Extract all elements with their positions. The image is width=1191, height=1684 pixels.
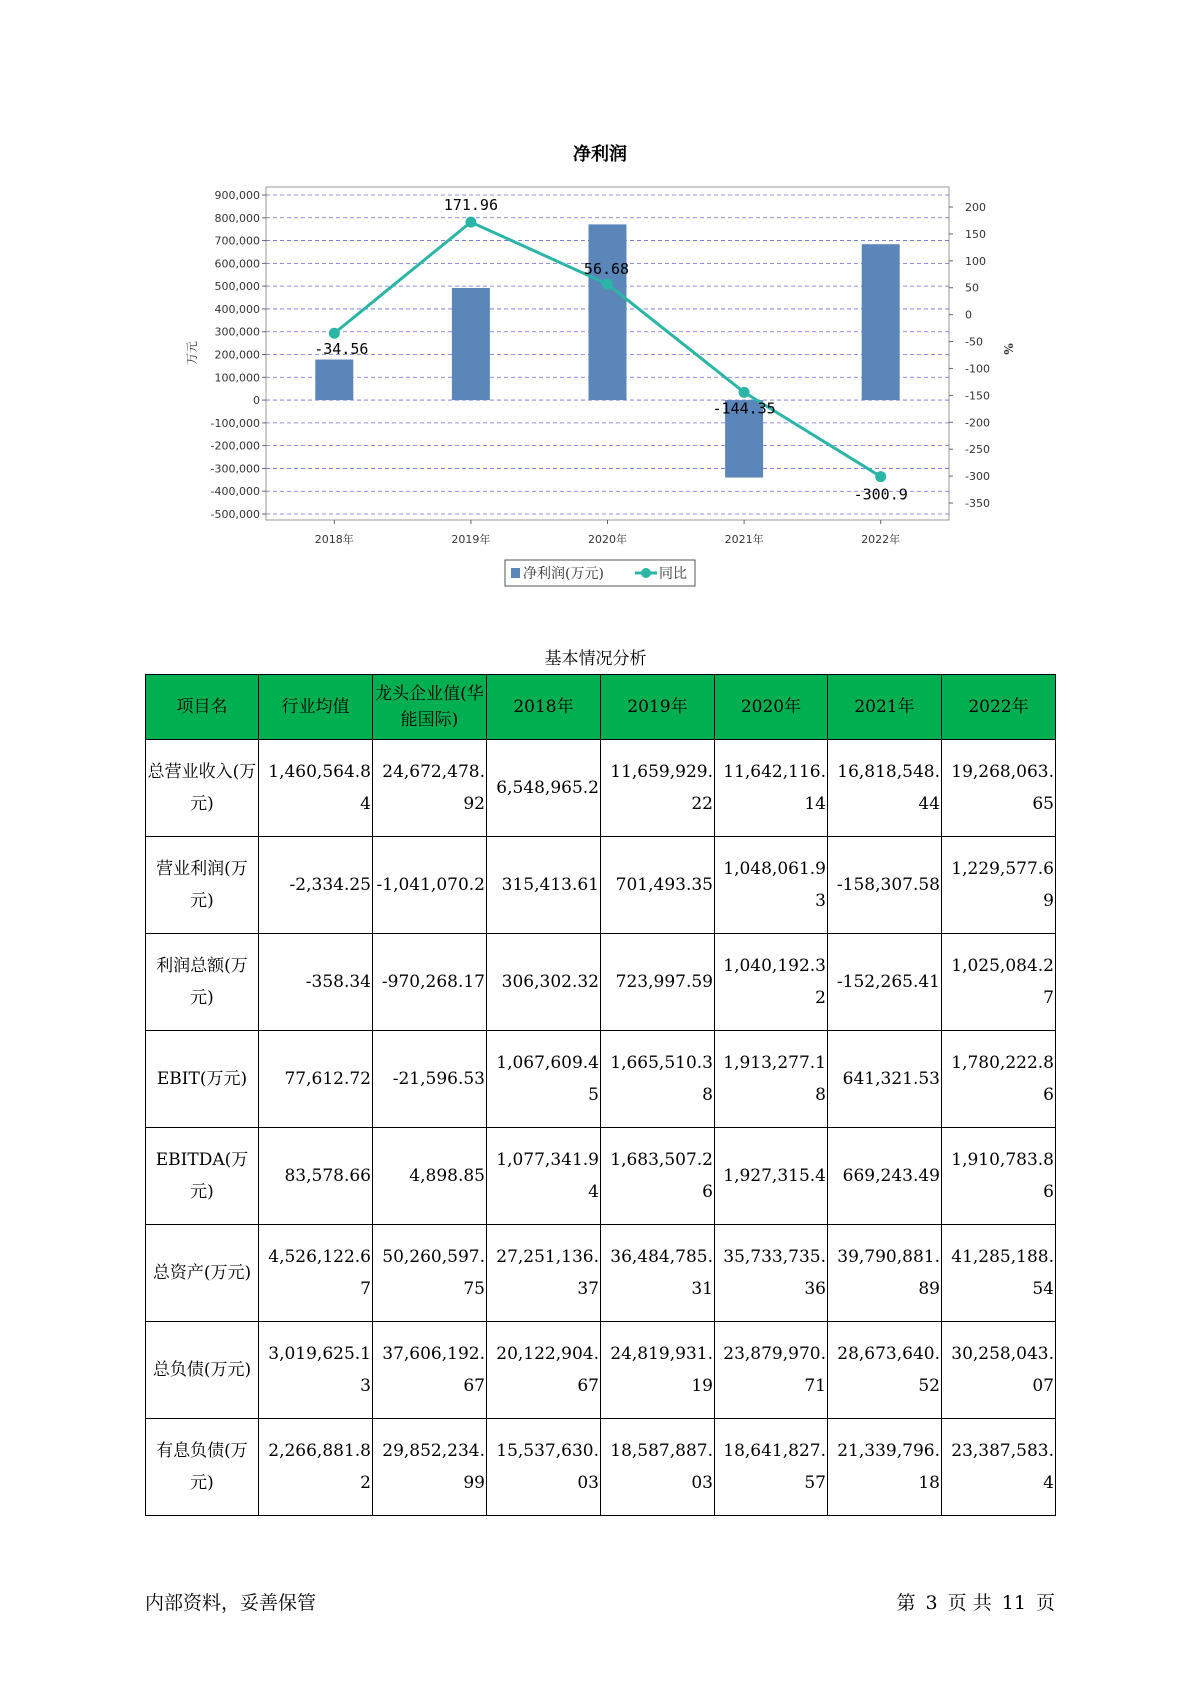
table-cell: 28,673,640.52 — [828, 1322, 942, 1419]
y-tick-label: 0 — [253, 394, 260, 408]
y-tick-label: 800,000 — [214, 211, 260, 225]
y-tick-label: 500,000 — [214, 280, 260, 294]
table-cell: 23,387,583.4 — [942, 1419, 1056, 1516]
y2-tick-label: 200 — [965, 201, 986, 214]
table-cell: 29,852,234.99 — [373, 1419, 487, 1516]
yoy-point — [329, 328, 340, 339]
table-cell: 11,642,116.14 — [715, 740, 828, 837]
y2-tick-label: 50 — [965, 281, 979, 295]
x-tick-label: 2019年 — [451, 533, 491, 546]
table-cell: 1,683,507.26 — [601, 1128, 715, 1225]
table-row — [146, 1322, 1056, 1419]
row-label: 总负债(万元) — [146, 1322, 259, 1419]
table-cell: 1,229,577.69 — [942, 837, 1056, 934]
yoy-data-label: -34.56 — [314, 340, 369, 359]
table-cell: 1,927,315.4 — [715, 1128, 828, 1225]
row-label: 总营业收入(万元) — [146, 740, 259, 837]
row-label: 有息负债(万元) — [146, 1419, 259, 1516]
table-header-cell: 2020年 — [715, 675, 828, 740]
table-cell: 21,339,796.18 — [828, 1419, 942, 1516]
y2-tick-label: -100 — [965, 362, 990, 376]
y2-tick-label: 100 — [965, 254, 986, 268]
table-cell: 1,665,510.38 — [601, 1031, 715, 1128]
table-cell: 39,790,881.89 — [828, 1225, 942, 1322]
analysis-table — [145, 674, 1056, 1516]
table-header-cell: 2021年 — [828, 675, 942, 740]
x-tick-label: 2020年 — [588, 533, 627, 546]
table-cell: 18,641,827.57 — [715, 1419, 828, 1516]
y-tick-label: 900,000 — [214, 189, 260, 202]
table-header-cell: 龙头企业值(华能国际) — [373, 675, 487, 740]
yoy-data-label: 171.96 — [443, 196, 498, 215]
table-row — [146, 740, 1056, 837]
table-cell: 641,321.53 — [828, 1031, 942, 1128]
y-tick-label: 400,000 — [214, 302, 260, 316]
table-cell: -2,334.25 — [259, 837, 373, 934]
legend-bar-swatch — [511, 568, 520, 578]
table-cell: 24,819,931.19 — [601, 1322, 715, 1419]
y-tick-label: -500,000 — [210, 508, 260, 521]
page-total: 11 — [1001, 1592, 1026, 1614]
table-cell: 1,910,783.86 — [942, 1128, 1056, 1225]
yoy-point — [465, 217, 476, 228]
table-header-cell: 2022年 — [942, 675, 1056, 740]
table-cell: 1,040,192.32 — [715, 934, 828, 1031]
x-tick-label: 2018年 — [314, 533, 354, 546]
table-cell: 701,493.35 — [601, 837, 715, 934]
table-cell: -358.34 — [259, 934, 373, 1031]
y-tick-label: -100,000 — [210, 416, 260, 430]
yoy-data-label: -300.9 — [853, 485, 908, 504]
table-cell: 41,285,188.54 — [942, 1225, 1056, 1322]
y2-tick-label: -200 — [965, 416, 990, 430]
footer-note: 内部资料，妥善保管 — [145, 1592, 317, 1614]
table-cell: 4,526,122.67 — [259, 1225, 373, 1322]
y-tick-label: 200,000 — [214, 348, 260, 362]
chart-legend — [505, 560, 695, 586]
net-profit-bar — [315, 360, 353, 401]
y2-tick-label: -250 — [965, 443, 990, 457]
legend-line-label: 同比 — [659, 566, 687, 582]
table-title: 基本情况分析 — [544, 649, 647, 669]
y-tick-label: -400,000 — [210, 485, 260, 499]
y-tick-label: -200,000 — [210, 439, 260, 453]
row-label: EBITDA(万元) — [146, 1128, 259, 1225]
table-cell: 24,672,478.92 — [373, 740, 487, 837]
table-header-cell: 行业均值 — [259, 675, 373, 740]
table-cell: 1,077,341.94 — [487, 1128, 601, 1225]
yoy-point — [875, 471, 886, 482]
table-cell: 3,019,625.13 — [259, 1322, 373, 1419]
y2-tick-label: -350 — [965, 497, 990, 510]
page-number — [892, 1588, 1055, 1615]
page-mid: 页 共 — [947, 1592, 992, 1614]
table-cell: -970,268.17 — [373, 934, 487, 1031]
table-row — [146, 837, 1056, 934]
table-cell: 37,606,192.67 — [373, 1322, 487, 1419]
table-row — [146, 1128, 1056, 1225]
table-cell: 20,122,904.67 — [487, 1322, 601, 1419]
table-cell: 77,612.72 — [259, 1031, 373, 1128]
table-cell: 11,659,929.22 — [601, 740, 715, 837]
table-cell: 19,268,063.65 — [942, 740, 1056, 837]
y-tick-label: 100,000 — [214, 371, 260, 385]
table-cell: 1,460,564.84 — [259, 740, 373, 837]
y-tick-label: 600,000 — [214, 257, 260, 271]
table-cell: 306,302.32 — [487, 934, 601, 1031]
table-cell: 1,780,222.86 — [942, 1031, 1056, 1128]
x-tick-label: 2021年 — [724, 533, 764, 546]
table-cell: 36,484,785.31 — [601, 1225, 715, 1322]
table-cell: 6,548,965.2 — [487, 740, 601, 837]
table-cell: 723,997.59 — [601, 934, 715, 1031]
y-tick-label: 300,000 — [214, 325, 260, 339]
net-profit-bar — [452, 288, 490, 400]
table-cell: 2,266,881.82 — [259, 1419, 373, 1516]
table-cell: 16,818,548.44 — [828, 740, 942, 837]
table-cell: 35,733,735.36 — [715, 1225, 828, 1322]
page-prefix: 第 — [896, 1592, 916, 1614]
table-cell: 30,258,043.07 — [942, 1322, 1056, 1419]
legend-bar-label: 净利润(万元) — [523, 566, 604, 582]
table-cell: 23,879,970.71 — [715, 1322, 828, 1419]
table-header-cell: 2018年 — [487, 675, 601, 740]
table-cell: 50,260,597.75 — [373, 1225, 487, 1322]
row-label: 利润总额(万元) — [146, 934, 259, 1031]
yoy-point — [739, 387, 750, 398]
table-cell: 83,578.66 — [259, 1128, 373, 1225]
table-cell: 1,048,061.93 — [715, 837, 828, 934]
table-header-cell: 2019年 — [601, 675, 715, 740]
yoy-point — [602, 279, 613, 290]
y2-axis-label: % — [1001, 343, 1015, 355]
row-label: EBIT(万元) — [146, 1031, 259, 1128]
table-cell: 15,537,630.03 — [487, 1419, 601, 1516]
row-label: 营业利润(万元) — [146, 837, 259, 934]
yoy-data-label: -144.35 — [712, 399, 776, 418]
net-profit-bar — [589, 224, 627, 400]
table-header-row — [146, 675, 1056, 740]
net-profit-chart — [0, 0, 1191, 620]
table-cell: 18,587,887.03 — [601, 1419, 715, 1516]
page-current: 3 — [925, 1592, 938, 1614]
y2-tick-label: 150 — [965, 227, 986, 241]
table-cell: 27,251,136.37 — [487, 1225, 601, 1322]
y-tick-label: -300,000 — [210, 462, 260, 476]
y2-tick-label: -300 — [965, 470, 990, 484]
table-row — [146, 1031, 1056, 1128]
table-cell: 1,025,084.27 — [942, 934, 1056, 1031]
table-row — [146, 1419, 1056, 1516]
table-cell: 1,067,609.45 — [487, 1031, 601, 1128]
chart-title: 净利润 — [573, 144, 627, 165]
y2-tick-label: -150 — [965, 389, 990, 403]
table-cell: 669,243.49 — [828, 1128, 942, 1225]
y2-tick-label: 0 — [965, 308, 972, 322]
page-suffix: 页 — [1035, 1592, 1055, 1614]
table-cell: -158,307.58 — [828, 837, 942, 934]
table-cell: -152,265.41 — [828, 934, 942, 1031]
table-cell: -21,596.53 — [373, 1031, 487, 1128]
table-row — [146, 1225, 1056, 1322]
table-cell: 1,913,277.18 — [715, 1031, 828, 1128]
legend-line-marker — [641, 568, 651, 578]
y-axis-label: 万元 — [185, 340, 199, 366]
row-label: 总资产(万元) — [146, 1225, 259, 1322]
yoy-data-label: 56.68 — [583, 260, 630, 279]
x-tick-label: 2022年 — [861, 533, 901, 546]
table-row — [146, 934, 1056, 1031]
net-profit-bar — [862, 244, 900, 400]
table-cell: 4,898.85 — [373, 1128, 487, 1225]
y2-tick-label: -50 — [965, 335, 983, 349]
table-cell: 315,413.61 — [487, 837, 601, 934]
y-tick-label: 700,000 — [214, 234, 260, 248]
table-cell: -1,041,070.2 — [373, 837, 487, 934]
table-header-cell: 项目名 — [146, 675, 259, 740]
